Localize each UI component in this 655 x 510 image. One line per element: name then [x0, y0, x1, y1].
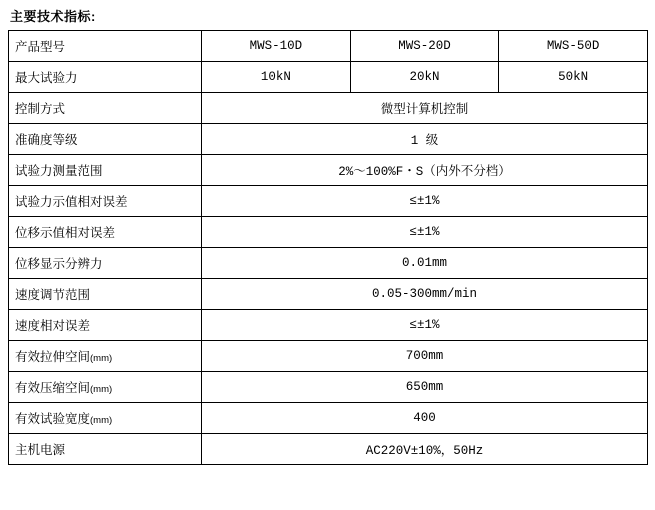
table-row	[9, 93, 648, 124]
row-label: 位移显示分辨力	[9, 248, 202, 279]
row-value: 50kN	[499, 62, 648, 93]
row-value: MWS-20D	[350, 31, 499, 62]
row-value: 0.05-300mm/min	[202, 279, 648, 310]
page-title: 主要技术指标:	[10, 9, 96, 24]
row-value: MWS-10D	[202, 31, 351, 62]
table-row	[9, 279, 648, 310]
table-row	[9, 217, 648, 248]
row-value: MWS-50D	[499, 31, 648, 62]
specification-table	[8, 30, 648, 465]
row-value: 700mm	[202, 341, 648, 372]
row-label-unit: (mm)	[90, 353, 113, 364]
table-row	[9, 186, 648, 217]
table-body	[9, 31, 648, 465]
row-label-unit: (mm)	[90, 415, 113, 426]
row-value: 1 级	[202, 124, 648, 155]
row-label: 试验力示值相对误差	[9, 186, 202, 217]
table-row	[9, 31, 648, 62]
row-label: 产品型号	[9, 31, 202, 62]
table-row	[9, 62, 648, 93]
table-row	[9, 124, 648, 155]
row-value: 0.01mm	[202, 248, 648, 279]
row-label: 位移示值相对误差	[9, 217, 202, 248]
row-label: 有效试验宽度(mm)	[9, 403, 202, 434]
row-value: 微型计算机控制	[202, 93, 648, 124]
row-value: 400	[202, 403, 648, 434]
row-label: 有效压缩空间(mm)	[9, 372, 202, 403]
row-value: ≤±1%	[202, 217, 648, 248]
table-row	[9, 248, 648, 279]
row-label: 有效拉伸空间(mm)	[9, 341, 202, 372]
row-label: 准确度等级	[9, 124, 202, 155]
row-label: 速度相对误差	[9, 310, 202, 341]
row-value: 20kN	[350, 62, 499, 93]
row-value: ≤±1%	[202, 186, 648, 217]
table-row	[9, 403, 648, 434]
row-value: 10kN	[202, 62, 351, 93]
row-value: ≤±1%	[202, 310, 648, 341]
row-label: 速度调节范围	[9, 279, 202, 310]
row-value: 2%～100%F・S（内外不分档）	[202, 155, 648, 186]
table-row	[9, 310, 648, 341]
row-value: 650mm	[202, 372, 648, 403]
table-row	[9, 434, 648, 465]
row-label: 控制方式	[9, 93, 202, 124]
table-row	[9, 155, 648, 186]
row-label: 最大试验力	[9, 62, 202, 93]
row-value: AC220V±10%，50Hz	[202, 434, 648, 465]
table-row	[9, 341, 648, 372]
row-label: 试验力测量范围	[9, 155, 202, 186]
table-row	[9, 372, 648, 403]
row-label: 主机电源	[9, 434, 202, 465]
row-label-unit: (mm)	[90, 384, 113, 395]
